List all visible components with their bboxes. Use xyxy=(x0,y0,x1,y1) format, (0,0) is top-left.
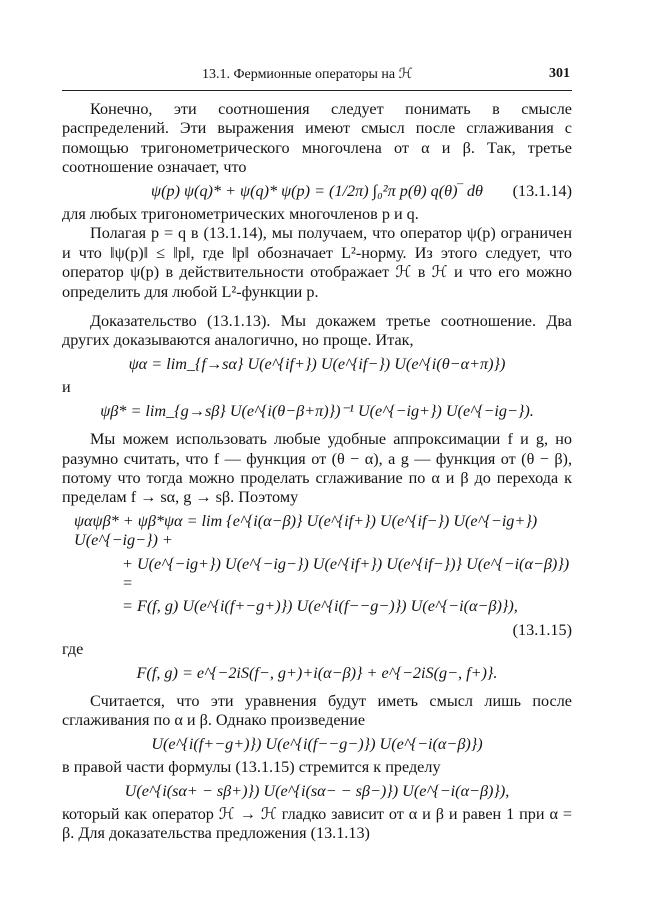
equation-text: = F(f, g) U(e^{i(f+−g+)}) U(e^{i(f−−g−)}) U(e^{−i(α−β)}), xyxy=(122,597,518,616)
paragraph: Конечно, эти соотношения следует понимать в смысле распределений. Эти выражения имеют смысл после сглаживания с помощью тригонометрического многочлена от α и β. Так, третье соотношение означает, что xyxy=(62,100,572,177)
equation-text: F(f, g) = e^{−2iS(f−, g+)+i(α−β)} + e^{−2iS(g−, f+)}. xyxy=(136,663,498,682)
equation xyxy=(62,512,572,551)
equation xyxy=(62,735,572,754)
equation-text: + U(e^{−ig+}) U(e^{−ig−}) U(e^{if+}) U(e^{if−})} U(e^{−i(α−β)}) = xyxy=(122,554,570,592)
paragraph: Мы можем использовать любые удобные аппроксимации f и g, но разумно считать, что f — функция от (θ − α), а g — функция от (θ − β), потому что тогда можно проделать сглаживание по α и β до перехода к пределам f → sα, g → sβ. Поэтому xyxy=(62,430,572,507)
equation-text: U(e^{i(sα+ − sβ+)}) U(e^{i(sα− − sβ−)}) U(e^{−i(α−β)}), xyxy=(124,781,510,800)
paragraph: где xyxy=(62,640,84,659)
paragraph: для любых тригонометрических многочленов p и q. xyxy=(62,205,419,224)
equation-text: U(e^{i(f+−g+)}) U(e^{i(f−−g−)}) U(e^{−i(α−β)}) xyxy=(151,734,483,753)
equation-number: (13.1.14) xyxy=(512,181,572,200)
paragraph: Полагая p = q в (13.1.14), мы получаем, что оператор ψ(p) ограничен и что ‖ψ(p)‖ ≤ ‖p‖, где ‖p‖ обозначает L²-норму. Из этого следует, что оператор ψ(p) в действительности отображает ℋ в ℋ и что его можно определить для любой L²-функции p. xyxy=(62,224,572,301)
equation-text: ψα = lim_{f→sα} U(e^{if+}) U(e^{if−}) U(e^{i(θ−α+π)}) xyxy=(128,354,506,373)
equation xyxy=(62,555,572,594)
equation xyxy=(62,402,572,421)
header-title: 13.1. Фермионные операторы на ℋ xyxy=(202,67,413,82)
paragraph: который как оператор ℋ → ℋ гладко зависит от α и β и равен 1 при α = β. Для доказательства предложения (13.1.13) xyxy=(62,805,572,843)
equation-text: ψ(p) ψ(q)* + ψ(q)* ψ(p) = (1/2π) ∫₀²π p(θ) q(θ)‾ dθ xyxy=(151,181,483,200)
paragraph: Считается, что эти уравнения будут иметь смысл лишь после сглаживания по α и β. Однако произведение xyxy=(62,691,572,730)
paragraph: в правой части формулы (13.1.15) стремится к пределу xyxy=(62,758,441,777)
page-number: 301 xyxy=(549,66,570,81)
equation xyxy=(62,597,572,616)
page-body xyxy=(62,100,572,844)
equation xyxy=(62,664,572,683)
equation-number: (13.1.15) xyxy=(512,620,572,639)
equation-text: ψβ* = lim_{g→sβ} U(e^{i(θ−β+π)})⁻¹ U(e^{−ig+}) U(e^{−ig−}). xyxy=(100,401,534,420)
paragraph: и xyxy=(62,378,71,397)
equation xyxy=(62,182,572,201)
running-header xyxy=(62,58,572,91)
equation xyxy=(62,782,572,801)
equation-text: ψαψβ* + ψβ*ψα = lim {e^{i(α−β)} U(e^{if+}) U(e^{if−}) U(e^{−ig+}) U(e^{−ig−}) + xyxy=(74,511,538,550)
equation xyxy=(62,355,572,374)
paragraph: Доказательство (13.1.13). Мы докажем третье соотношение. Два других доказываются аналогично, но проще. Итак, xyxy=(62,312,572,350)
